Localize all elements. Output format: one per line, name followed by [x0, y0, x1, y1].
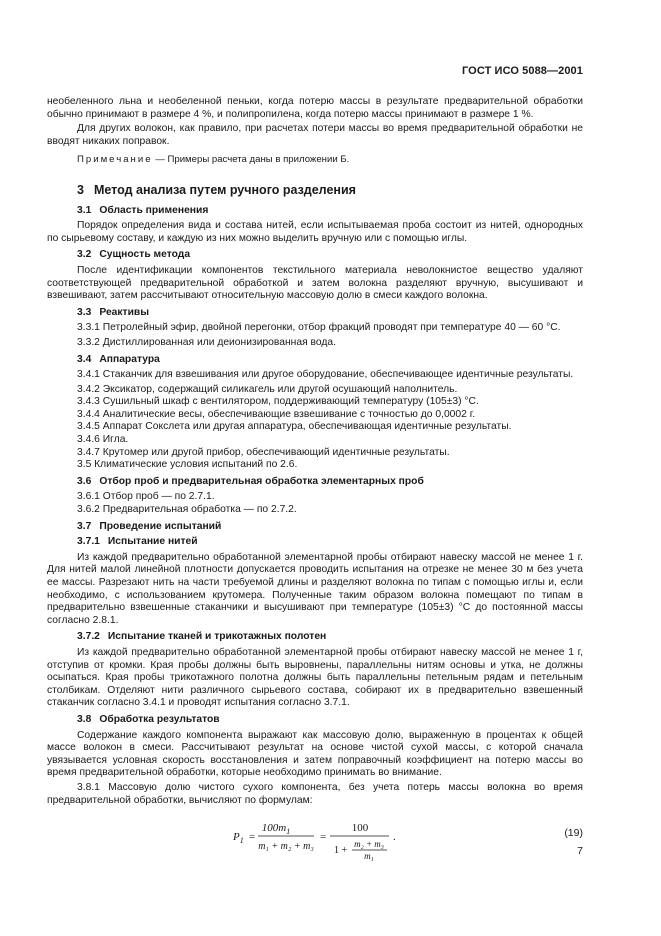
section-3-7-2-heading: 3.7.2 Испытание тканей и трикотажных полотен [77, 631, 327, 643]
page-body [47, 96, 583, 861]
note [47, 154, 583, 167]
section-3-heading: 3 Метод анализа путем ручного разделения [77, 182, 356, 197]
page-number: 7 [577, 845, 583, 857]
item-3-3-1: 3.3.1 Петролейный эфир, двойной перегонки, отбор фракций проводят при температуре 40 — 60 °С. [77, 322, 561, 334]
section-3-4-heading: 3.4 Аппаратура [77, 353, 160, 365]
section-3-3-heading: 3.3 Реактивы [77, 306, 150, 318]
section-3-2-text: После идентификации компонентов текстильного материала неволокнистое вещество удаляют соответствующей предварительной обработкой и затем волокна разделяют вручную, высушивают и взвешивают, затем рассчитывают относительную массовую долю в смеси каждого волокна. [47, 264, 583, 302]
inner-denominator: m₁ [364, 851, 374, 862]
item-3-4-6: 3.4.6 Игла. [77, 434, 129, 446]
note-text: — Примеры расчета даны в приложении Б. [155, 154, 350, 166]
inner-numerator: m₂ + m₃ [354, 839, 384, 850]
item-3-4-7: 3.4.7 Крутомер или другой прибор, обеспечивающий идентичные результаты. [77, 446, 450, 458]
item-3-4-4: 3.4.4 Аналитические весы, обеспечивающие взвешивание с точностью до 0,0002 г. [77, 408, 476, 420]
formula-graphic [47, 813, 583, 861]
formula-19 [47, 813, 583, 861]
formula-equals-2: = [320, 831, 327, 844]
paragraph-intro: необеленного льна и необеленной пеньки, когда потерю массы в результате предварительной обработки обычно принимают в размере 4 %, и полипропилена, когда потерю массы принимают в размере 1 %. [47, 96, 583, 120]
formula-equals: = [249, 831, 256, 844]
paragraph-other-fibers: Для других волокон, как правило, при расчетах потери массы во время предварительной обработки не вводят никаких поправок. [47, 123, 583, 147]
section-3-8-1-text: 3.8.1 Массовую долю чистого сухого компонента, без учета потерь массы волокна во время предварительной обработки, вычисляют по формулам: [47, 781, 583, 806]
formula-lhs: $P_1$ [233, 831, 244, 846]
section-3-8-heading: 3.8 Обработка результатов [77, 713, 220, 725]
section-3-7-1-text: Из каждой предварительно обработанной элементарной пробы отбирают навеску массой не менее 1 г. Для нитей малой линейной плотности допускается проводить испытания на отрезке не менее 30 м без учета ее массы. Разрезают нить на части требуемой длины и разделяют волокна по типам с помощью иглы и, если необходимо, с использованием крутомера. Полученные таким образом волокна помещают по типам в предварительно взвешенные стаканчики и высушивают при температуре (105±3) °С до постоянной массы согласно 2.8.1. [47, 551, 583, 626]
section-3-2-heading: 3.2 Сущность метода [77, 249, 191, 261]
item-3-6-1: 3.6.1 Отбор проб — по 2.7.1. [77, 491, 215, 503]
item-3-4-5: 3.4.5 Аппарат Сокслета или другая аппаратура, обеспечивающая идентичные результаты. [77, 421, 512, 433]
frac2-numerator: 100 [351, 822, 369, 835]
section-3-7-1-heading: 3.7.1 Испытание нитей [77, 536, 198, 548]
frac2-den-prefix: 1 + [334, 845, 348, 857]
frac1-denominator: m₁ + m₂ + m₃ [258, 841, 314, 853]
section-3-8-text: Содержание каждого компонента выражают как массовую долю, выраженную в процентах к общей массе волокон в смеси. Рассчитывают результат на основе чистой сухой массы, с которой сначала увязывается условная скорость восстановления и затем поправочный коэффициент на потерю массы во время предварительной обработки, которые необходимо принимать во внимание. [47, 729, 583, 779]
section-3-6-heading: 3.6 Отбор проб и предварительная обработка элементарных проб [77, 475, 424, 487]
section-3-7-2-text: Из каждой предварительно обработанной элементарной пробы отбирают навеску массой не менее 1 г, отступив от кромки. Края пробы должны быть выровнены, параллельны нитям основы и утка, не должны осыпаться. Края пробы трикотажного полотна должны быть параллельны петельным рядам и петельным столбикам. Отделяют нити различного сырьевого состава, собирают их в предварительно взвешенный стаканчик согласно 3.4.1 и проводят испытания согласно 3.7.1. [47, 646, 583, 709]
item-3-4-2: 3.4.2 Эксикатор, содержащий силикагель или другой осушающий наполнитель. [77, 383, 458, 395]
item-3-4-3: 3.4.3 Сушильный шкаф с вентилятором, поддерживающий температуру (105±3) °С. [77, 396, 479, 408]
item-3-4-1: 3.4.1 Стаканчик для взвешивания или другое оборудование, обеспечивающее идентичные результаты. [77, 369, 574, 381]
formula-number: (19) [564, 827, 583, 840]
section-3-1-heading: 3.1 Область применения [77, 204, 209, 216]
section-3-1-text: Порядок определения вида и состава нитей, если испытываемая проба состоит из нитей, однородных по сырьевому составу, и каждую из них можно выделить вручную или с помощью иглы. [47, 220, 583, 244]
section-3-7-heading: 3.7 Проведение испытаний [77, 520, 222, 532]
formula-end: . [393, 831, 396, 844]
standard-header: ГОСТ ИСО 5088—2001 [461, 65, 583, 77]
item-3-5: 3.5 Климатические условия испытаний по 2.6. [77, 459, 298, 471]
frac1-numerator: $100m_1$ [261, 822, 291, 837]
note-label: Примечание [77, 154, 153, 166]
item-3-6-2: 3.6.2 Предварительная обработка — по 2.7.2. [77, 504, 297, 516]
item-3-3-2: 3.3.2 Дистиллированная или деионизированная вода. [77, 336, 336, 348]
